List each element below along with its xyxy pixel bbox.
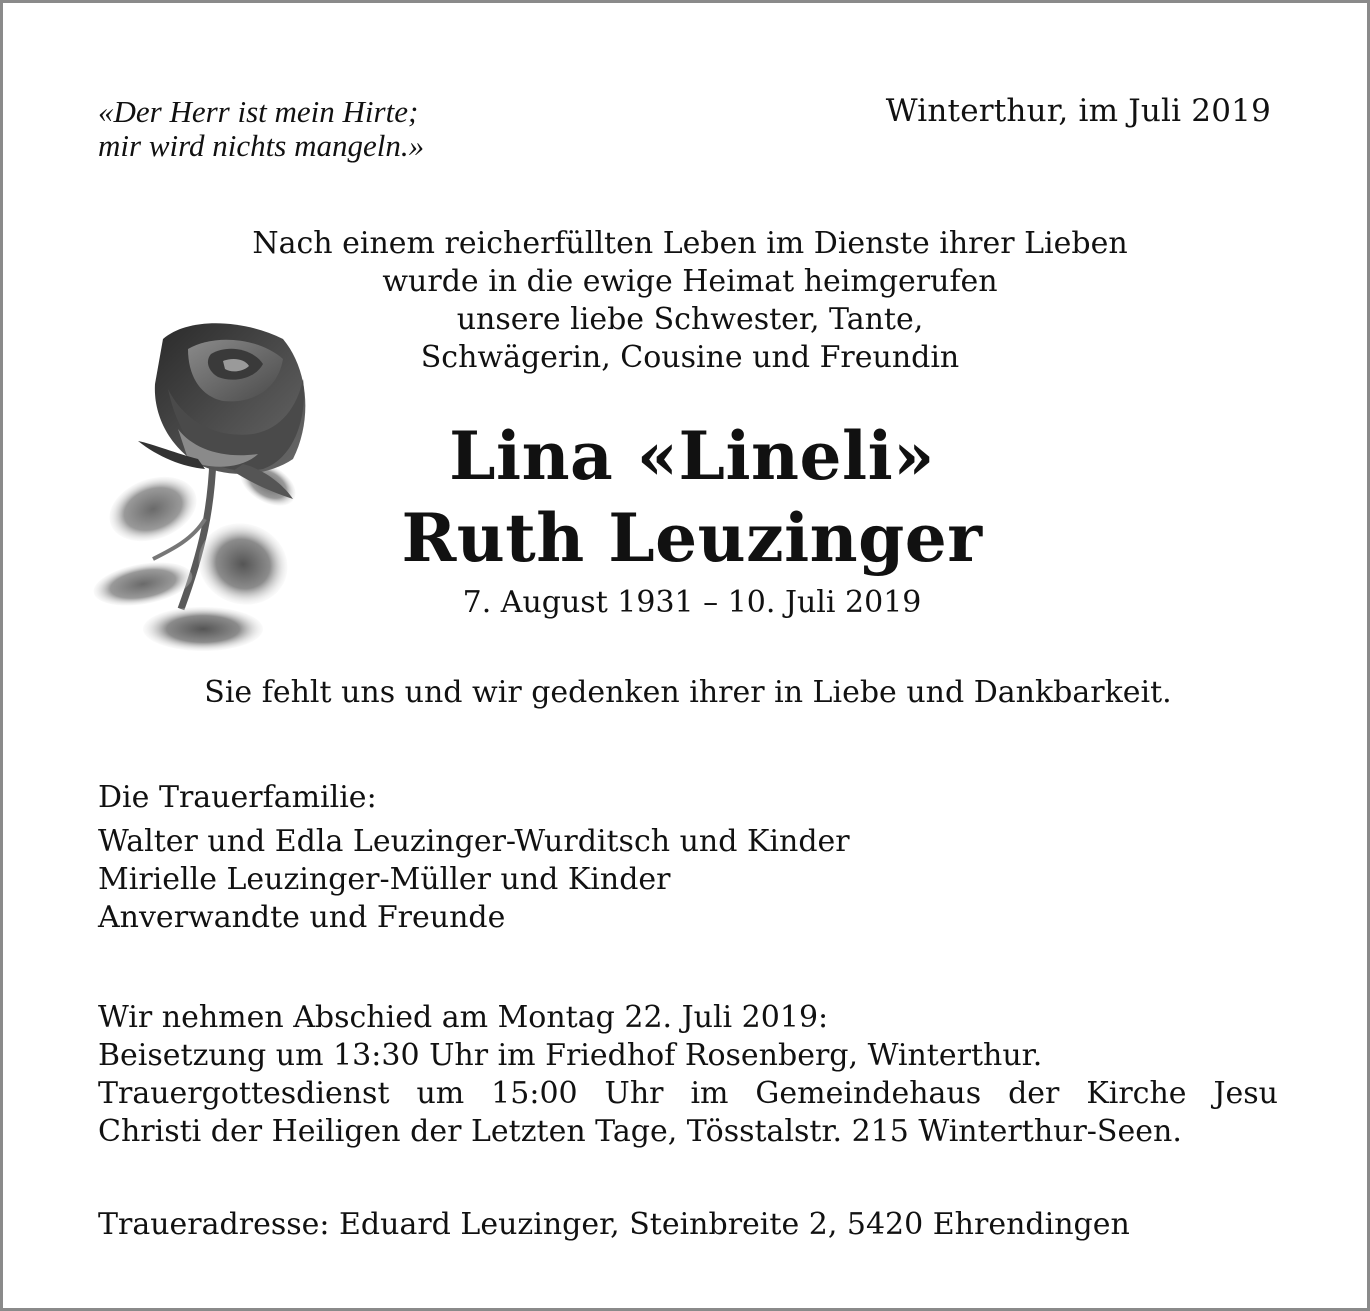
name-line-2: Ruth Leuzinger (401, 499, 983, 577)
intro-line-3: unsere liebe Schwester, Tante, (456, 302, 924, 337)
intro-line-1: Nach einem reicherfüllten Leben im Dienste ihrer Lieben (252, 226, 1128, 261)
farewell-line-3: Trauergottesdienst um 15:00 Uhr im Gemeindehaus der Kirche Jesu (98, 1076, 1278, 1111)
life-dates: 7. August 1931 – 10. Juli 2019 (462, 585, 922, 620)
farewell-details (98, 999, 1278, 1151)
intro-line-4: Schwägerin, Cousine und Freundin (420, 340, 960, 375)
mourning-address (98, 1206, 1278, 1244)
address-text: Traueradresse: Eduard Leuzinger, Steinbreite 2, 5420 Ehrendingen (98, 1207, 1130, 1242)
farewell-line-2: Beisetzung um 13:30 Uhr im Friedhof Rosenberg, Winterthur. (98, 1038, 1043, 1073)
family-member: Mirielle Leuzinger-Müller und Kinder (98, 862, 671, 897)
bible-quote (98, 95, 424, 163)
family-list (98, 823, 1278, 937)
decedent-name (7, 415, 1370, 579)
farewell-line-4: Christi der Heiligen der Letzten Tage, Tösstalstr. 215 Winterthur-Seen. (98, 1114, 1182, 1149)
name-line-1: Lina «Lineli» (449, 417, 935, 495)
farewell-line-1: Wir nehmen Abschied am Montag 22. Juli 2019: (98, 1000, 829, 1035)
remembrance-text: Sie fehlt uns und wir gedenken ihrer in Liebe und Dankbarkeit. (204, 675, 1172, 710)
quote-line-2: mir wird nichts mangeln.» (98, 128, 425, 163)
intro-line-2: wurde in die ewige Heimat heimgerufen (382, 264, 998, 299)
family-heading-text: Die Trauerfamilie: (98, 780, 377, 815)
family-heading (98, 779, 1278, 817)
family-member: Walter und Edla Leuzinger-Wurditsch und Kinder (98, 824, 850, 859)
quote-line-1: «Der Herr ist mein Hirte; (98, 94, 419, 129)
place-date: Winterthur, im Juli 2019 (885, 93, 1271, 129)
family-member: Anverwandte und Freunde (98, 900, 506, 935)
